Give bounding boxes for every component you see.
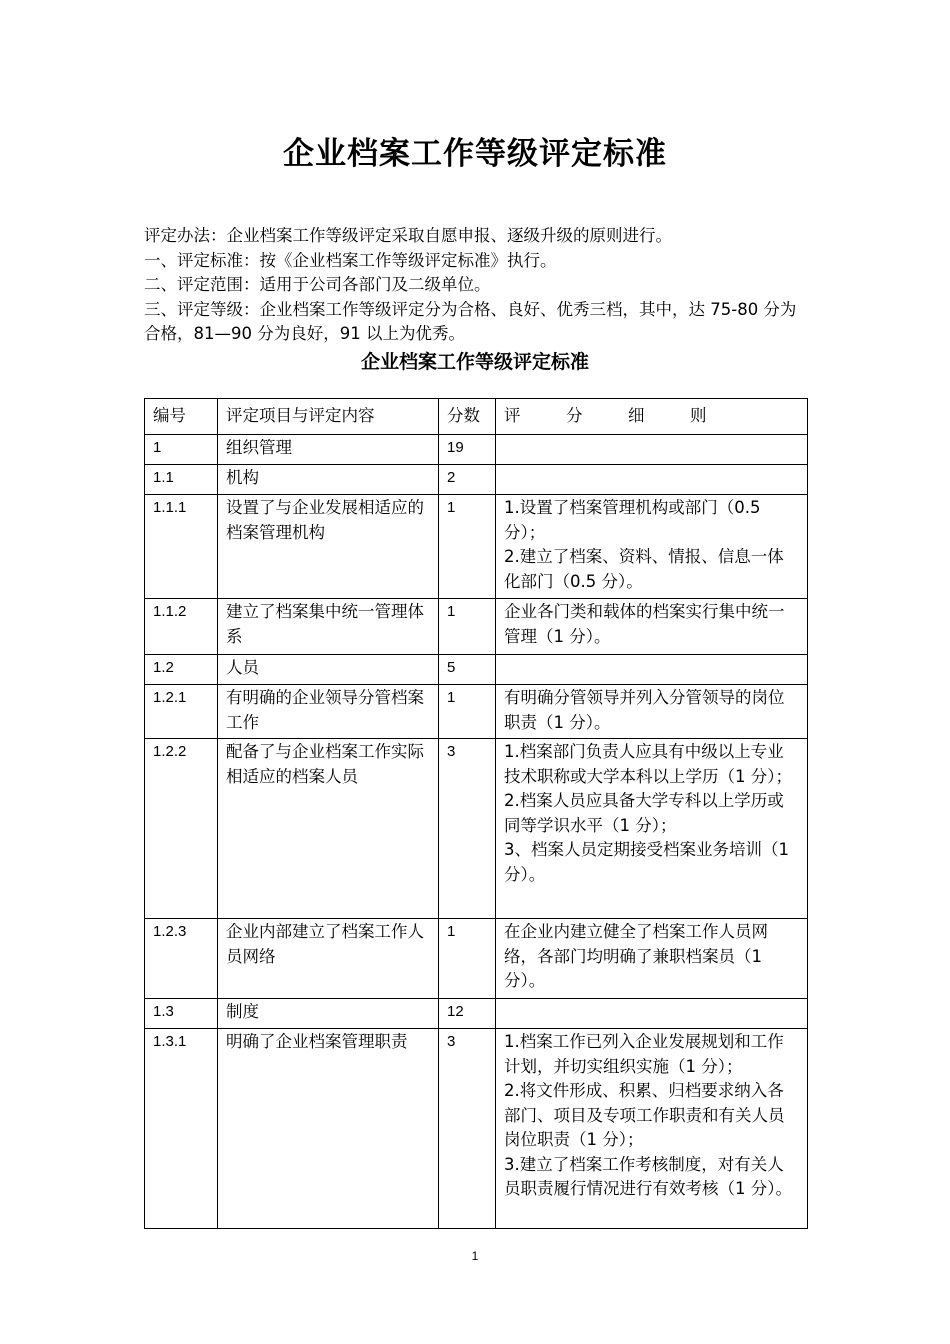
row-detail — [496, 1029, 808, 1229]
row-detail — [496, 739, 808, 919]
table-header-row — [145, 399, 808, 435]
header-detail-char: 细 — [628, 405, 647, 425]
header-detail — [496, 399, 808, 435]
table-row — [145, 655, 808, 685]
table-row — [145, 599, 808, 655]
header-id: 编号 — [145, 399, 218, 435]
row-detail — [496, 685, 808, 739]
table-row — [145, 685, 808, 739]
detail-line: 企业各门类和载体的档案实行集中统一管理（1 分）。 — [504, 602, 785, 646]
row-id: 1.1 — [145, 465, 218, 495]
row-item: 建立了档案集中统一管理体系 — [218, 599, 439, 655]
header-detail-char: 评 — [504, 405, 523, 425]
row-item: 有明确的企业领导分管档案工作 — [218, 685, 439, 739]
row-score: 3 — [439, 1029, 496, 1229]
row-id: 1.3.1 — [145, 1029, 218, 1229]
row-score: 1 — [439, 599, 496, 655]
detail-line: 1.档案工作已列入企业发展规划和工作计划，并切实组织实施（1 分）； — [504, 1032, 784, 1076]
table-title: 企业档案工作等级评定标准 — [360, 351, 589, 373]
table-row — [145, 919, 808, 999]
row-detail — [496, 919, 808, 999]
row-id: 1.1.1 — [145, 495, 218, 599]
intro-standard: 一、评定标准：按《企业档案工作等级评定标准》执行。 — [144, 250, 557, 270]
row-item: 企业内部建立了档案工作人员网络 — [218, 919, 439, 999]
row-id: 1.3 — [145, 999, 218, 1029]
row-item: 明确了企业档案管理职责 — [218, 1029, 439, 1229]
row-score: 2 — [439, 465, 496, 495]
intro-grade: 三、评定等级：企业档案工作等级评定分为合格、良好、优秀三档，其中，达 75-80 分为合格，81—90 分为良好，91 以上为优秀。 — [144, 299, 797, 343]
row-item: 组织管理 — [218, 435, 439, 465]
row-detail — [496, 599, 808, 655]
row-score: 5 — [439, 655, 496, 685]
row-detail — [496, 655, 808, 685]
detail-line: 有明确分管领导并列入分管领导的岗位职责（1 分）。 — [504, 688, 785, 732]
table-row — [145, 999, 808, 1029]
header-detail-char: 分 — [566, 405, 585, 425]
row-item: 设置了与企业发展相适应的档案管理机构 — [218, 495, 439, 599]
detail-line: 1.档案部门负责人应具有中级以上专业技术职称或大学本科以上学历（1 分）； — [504, 742, 792, 786]
row-score: 1 — [439, 495, 496, 599]
row-id: 1.1.2 — [145, 599, 218, 655]
row-id: 1.2.1 — [145, 685, 218, 739]
row-detail — [496, 495, 808, 599]
row-score: 12 — [439, 999, 496, 1029]
row-id: 1.2 — [145, 655, 218, 685]
row-detail — [496, 435, 808, 465]
table-row — [145, 739, 808, 919]
row-id: 1.2.2 — [145, 739, 218, 919]
table-row — [145, 1029, 808, 1229]
table-row — [145, 435, 808, 465]
table-row — [145, 465, 808, 495]
header-score: 分数 — [439, 399, 496, 435]
row-id: 1.2.3 — [145, 919, 218, 999]
row-score: 3 — [439, 739, 496, 919]
page-number: 1 — [471, 1249, 479, 1263]
row-item: 人员 — [218, 655, 439, 685]
header-detail-char: 则 — [690, 405, 709, 425]
detail-line: 3、档案人员定期接受档案业务培训（1 分）。 — [504, 840, 789, 884]
row-score: 19 — [439, 435, 496, 465]
standards-table — [144, 398, 808, 1229]
intro-section — [144, 224, 808, 347]
intro-method: 评定办法：企业档案工作等级评定采取自愿申报、逐级升级的原则进行。 — [144, 226, 672, 245]
detail-line: 在企业内建立健全了档案工作人员网络，各部门均明确了兼职档案员（1 分）。 — [504, 922, 768, 990]
row-item: 制度 — [218, 999, 439, 1029]
detail-line: 2.将文件形成、积累、归档要求纳入各部门、项目及专项工作职责和有关人员岗位职责（1 分）； — [504, 1081, 785, 1149]
row-id: 1 — [145, 435, 218, 465]
row-detail — [496, 999, 808, 1029]
row-detail — [496, 465, 808, 495]
table-row — [145, 495, 808, 599]
detail-line: 2.档案人员应具备大学专科以上学历或同等学识水平（1 分）； — [504, 791, 784, 835]
row-item: 机构 — [218, 465, 439, 495]
document-title: 企业档案工作等级评定标准 — [283, 136, 667, 172]
row-item: 配备了与企业档案工作实际相适应的档案人员 — [218, 739, 439, 919]
detail-line: 3.建立了档案工作考核制度，对有关人员职责履行情况进行有效考核（1 分）。 — [504, 1154, 792, 1198]
header-item: 评定项目与评定内容 — [218, 399, 439, 435]
detail-line: 1.设置了档案管理机构或部门（0.5 分）； — [504, 498, 761, 542]
intro-scope: 二、评定范围：适用于公司各部门及二级单位。 — [144, 275, 491, 294]
row-score: 1 — [439, 685, 496, 739]
row-score: 1 — [439, 919, 496, 999]
detail-line: 2.建立了档案、资料、情报、信息一体化部门（0.5 分）。 — [504, 547, 784, 591]
